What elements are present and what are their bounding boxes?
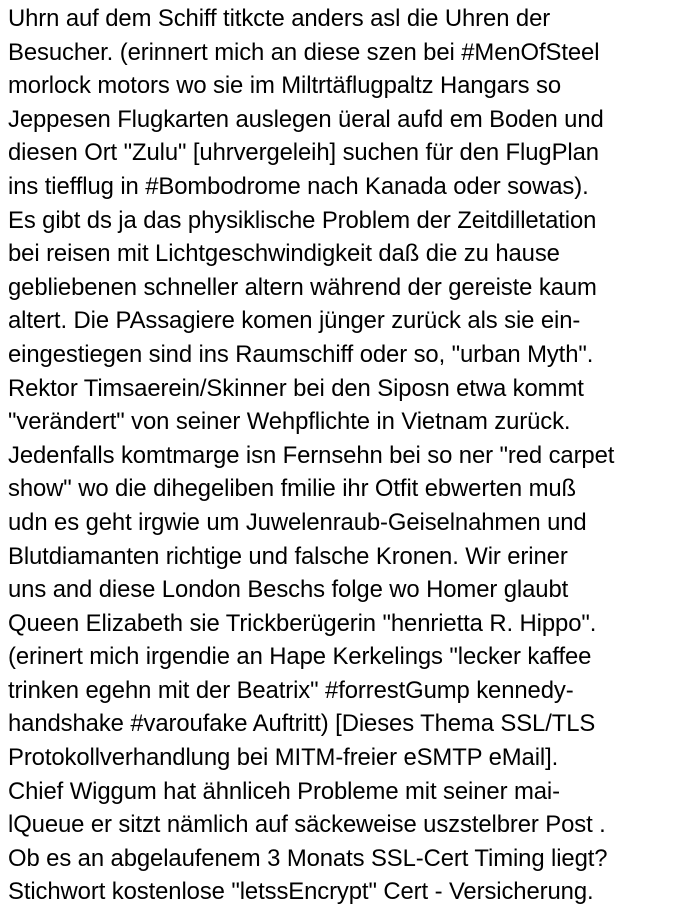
text-line: Besucher. (erinnert mich an diese szen bei #MenOfSteel: [8, 38, 600, 66]
text-line: (erinert mich irgendie an Hape Kerkelings "lecker kaffee: [8, 643, 592, 671]
text-line: Protokollverhandlung bei MITM-freier eSMTP eMail].: [8, 744, 559, 772]
text-line: "verändert" von seiner Wehpflichte in Vietnam zurück.: [8, 408, 571, 436]
text-line: Blutdiamanten richtige und falsche Kronen. Wir eriner: [8, 542, 568, 570]
text-line: bei reisen mit Lichtgeschwindigkeit daß die zu hause: [8, 240, 560, 268]
text-line: morlock motors wo sie im Miltrtäflugpaltz Hangars so: [8, 72, 562, 100]
text-line: Jeppesen Flugkarten auslegen üeral aufd em Boden und: [8, 105, 604, 133]
text-line: altert. Die PAssagiere komen jünger zurück als sie ein-: [8, 307, 581, 335]
text-line: Jedenfalls komtmarge isn Fernsehn bei so ner "red carpet: [8, 441, 615, 469]
text-line: udn es geht irgwie um Juwelenraub-Geiselnahmen und: [8, 508, 587, 536]
text-line: gebliebenen schneller altern während der gereiste kaum: [8, 273, 597, 301]
text-line: Chief Wiggum hat ähnliceh Probleme mit seiner mai-: [8, 777, 560, 805]
text-line: Stichwort kostenlose "letssEncrypt" Cert - Versicherung.: [8, 878, 594, 906]
text-line: Ob es an abgelaufenem 3 Monats SSL-Cert Timing liegt?: [8, 844, 608, 872]
text-line: show" wo die dihegeliben fmilie ihr Otfit ebwerten muß: [8, 475, 577, 503]
text-line: Uhrn auf dem Schiff titkcte anders asl die Uhren der: [8, 5, 551, 32]
text-line: Rektor Timsaerein/Skinner bei den Siposn etwa kommt: [8, 374, 584, 402]
text-line: uns and diese London Beschs folge wo Homer glaubt: [8, 576, 569, 604]
text-line: diesen Ort "Zulu" [uhrvergeleih] suchen für den FlugPlan: [8, 139, 599, 167]
text-line: handshake #varoufake Auftritt) [Dieses Thema SSL/TLS: [8, 710, 596, 738]
text-line: Es gibt ds ja das physiklische Problem der Zeitdilletation: [8, 206, 597, 234]
text-line: eingestiegen sind ins Raumschiff oder so, "urban Myth".: [8, 340, 594, 368]
text-line: lQueue er sitzt nämlich auf säckeweise uszstelbrer Post .: [8, 811, 606, 839]
text-line: Queen Elizabeth sie Trickberügerin "henrietta R. Hippo".: [8, 609, 597, 637]
text-line: trinken egehn mit der Beatrix" #forrestGump kennedy-: [8, 676, 574, 704]
text-line: ins tiefflug in #Bombodrome nach Kanada oder sowas).: [8, 172, 589, 200]
